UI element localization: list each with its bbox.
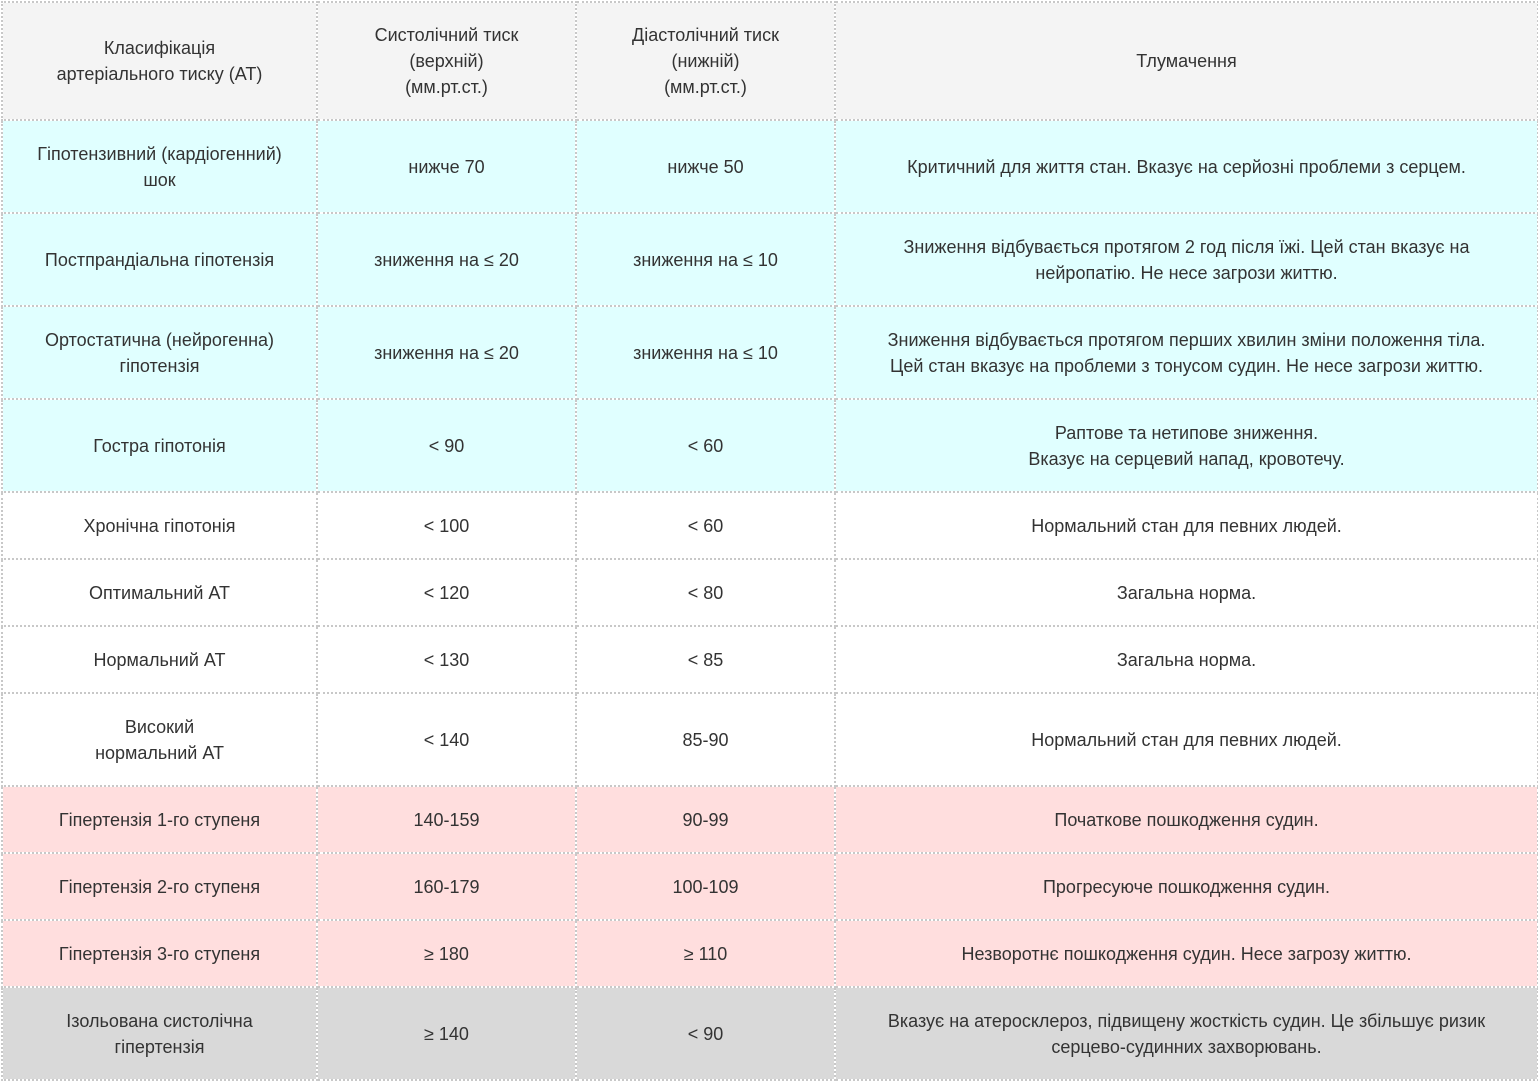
cell-systolic: < 100 (317, 492, 576, 559)
cell-systolic: зниження на ≤ 20 (317, 213, 576, 306)
cell-diastolic: ≥ 110 (576, 920, 835, 987)
header-interpretation: Тлумачення (835, 2, 1538, 120)
cell-interpretation: Зниження відбувається протягом перших хвилин зміни положення тіла. Цей стан вказує на проблеми з тонусом судин. Не несе загрози життю. (835, 306, 1538, 399)
table-row-hypertension-1 (2, 786, 1538, 853)
cell-interpretation: Критичний для життя стан. Вказує на серйозні проблеми з серцем. (835, 120, 1538, 213)
cell-interpretation: Зниження відбувається протягом 2 год після їжі. Цей стан вказує на нейропатію. Не несе загрози життю. (835, 213, 1538, 306)
cell-classification: Хронічна гіпотонія (2, 492, 317, 559)
cell-systolic: зниження на ≤ 20 (317, 306, 576, 399)
cell-classification: Ортостатична (нейрогенна) гіпотензія (2, 306, 317, 399)
cell-systolic: ≥ 140 (317, 987, 576, 1080)
cell-diastolic: < 85 (576, 626, 835, 693)
cell-classification: Нормальний АТ (2, 626, 317, 693)
table-header-row (2, 2, 1538, 120)
cell-diastolic: 100-109 (576, 853, 835, 920)
cell-diastolic: 90-99 (576, 786, 835, 853)
cell-systolic: нижче 70 (317, 120, 576, 213)
cell-classification: Оптимальний АТ (2, 559, 317, 626)
cell-interpretation: Початкове пошкодження судин. (835, 786, 1538, 853)
table-row-normal (2, 626, 1538, 693)
table-row-hypertension-2 (2, 853, 1538, 920)
cell-interpretation: Раптове та нетипове зниження. Вказує на серцевий напад, кровотечу. (835, 399, 1538, 492)
cell-classification: Ізольована систолічна гіпертензія (2, 987, 317, 1080)
cell-systolic: ≥ 180 (317, 920, 576, 987)
cell-diastolic: зниження на ≤ 10 (576, 213, 835, 306)
cell-interpretation: Загальна норма. (835, 626, 1538, 693)
cell-classification: Високий нормальний АТ (2, 693, 317, 786)
cell-diastolic: < 80 (576, 559, 835, 626)
table-row-chronic-hypotonia (2, 492, 1538, 559)
table-row-postprandial-hypotension (2, 213, 1538, 306)
cell-classification: Гіпертензія 2-го ступеня (2, 853, 317, 920)
table-row-cardiogenic-shock (2, 120, 1538, 213)
cell-systolic: 140-159 (317, 786, 576, 853)
header-classification: Класифікація артеріального тиску (АТ) (2, 2, 317, 120)
cell-diastolic: нижче 50 (576, 120, 835, 213)
cell-diastolic: < 60 (576, 399, 835, 492)
table-row-hypertension-3 (2, 920, 1538, 987)
cell-interpretation: Прогресуюче пошкодження судин. (835, 853, 1538, 920)
cell-diastolic: зниження на ≤ 10 (576, 306, 835, 399)
cell-classification: Гіпертензія 3-го ступеня (2, 920, 317, 987)
table-row-acute-hypotonia (2, 399, 1538, 492)
table-row-high-normal (2, 693, 1538, 786)
cell-systolic: < 140 (317, 693, 576, 786)
blood-pressure-table (1, 1, 1538, 1081)
cell-systolic: 160-179 (317, 853, 576, 920)
cell-systolic: < 130 (317, 626, 576, 693)
cell-classification: Гіпертензія 1-го ступеня (2, 786, 317, 853)
cell-interpretation: Незворотнє пошкодження судин. Несе загрозу життю. (835, 920, 1538, 987)
table-row-isolated-systolic (2, 987, 1538, 1080)
cell-systolic: < 120 (317, 559, 576, 626)
cell-systolic: < 90 (317, 399, 576, 492)
cell-classification: Гостра гіпотонія (2, 399, 317, 492)
header-diastolic: Діастолічний тиск (нижній) (мм.рт.ст.) (576, 2, 835, 120)
cell-interpretation: Нормальний стан для певних людей. (835, 492, 1538, 559)
cell-interpretation: Вказує на атеросклероз, підвищену жосткість судин. Це збільшує ризик серцево-судинних захворювань. (835, 987, 1538, 1080)
cell-diastolic: 85-90 (576, 693, 835, 786)
cell-interpretation: Нормальний стан для певних людей. (835, 693, 1538, 786)
cell-diastolic: < 90 (576, 987, 835, 1080)
header-systolic: Систолічний тиск (верхній) (мм.рт.ст.) (317, 2, 576, 120)
cell-interpretation: Загальна норма. (835, 559, 1538, 626)
table-row-optimal (2, 559, 1538, 626)
cell-classification: Постпрандіальна гіпотензія (2, 213, 317, 306)
cell-classification: Гіпотензивний (кардіогенний) шок (2, 120, 317, 213)
cell-diastolic: < 60 (576, 492, 835, 559)
table-row-orthostatic-hypotension (2, 306, 1538, 399)
